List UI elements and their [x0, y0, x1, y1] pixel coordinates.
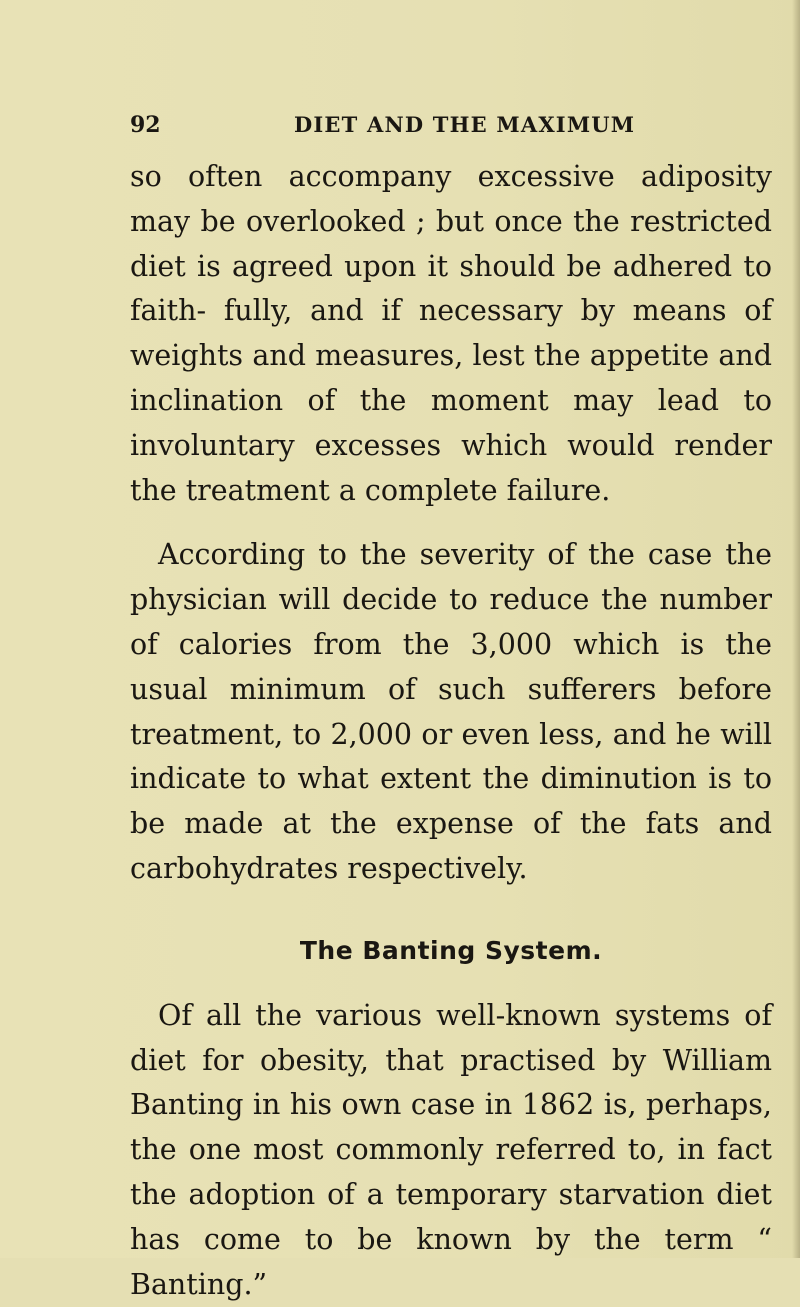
section-heading: The Banting System. — [299, 935, 603, 965]
running-head: DIET AND THE MAXIMUM — [294, 112, 636, 137]
body-text — [130, 155, 772, 1307]
paragraph-severity: According to the severity of the case the physician will decide to reduce the number of calories from the 3,000 which is the usual minimum of such sufferers before treatment, to 2,000 or even less, and he will indicate to what extent the diminution is to be made at the expense of the fats and carbohydrates respectively. — [130, 538, 772, 885]
page-header — [130, 112, 770, 146]
paragraph-continued: so often accompany excessive adiposity may be overlooked ; but once the restricted diet is agreed upon it should be adhered to faith- fully, and if necessary by means of weights and measures, lest the appetite and inclination of the moment may lead to involuntary excesses which would render the treatment a complete failure. — [130, 160, 772, 507]
paragraph-banting: Of all the various well-known systems of diet for obesity, that practised by William Banting in his own case in 1862 is, perhaps, the one most commonly referred to, in fact the adoption of a temporary starvation diet has come to be known by the term “ Banting.” — [130, 998, 772, 1301]
page-number: 92 — [130, 112, 161, 138]
page-edge-shadow — [792, 0, 800, 1258]
